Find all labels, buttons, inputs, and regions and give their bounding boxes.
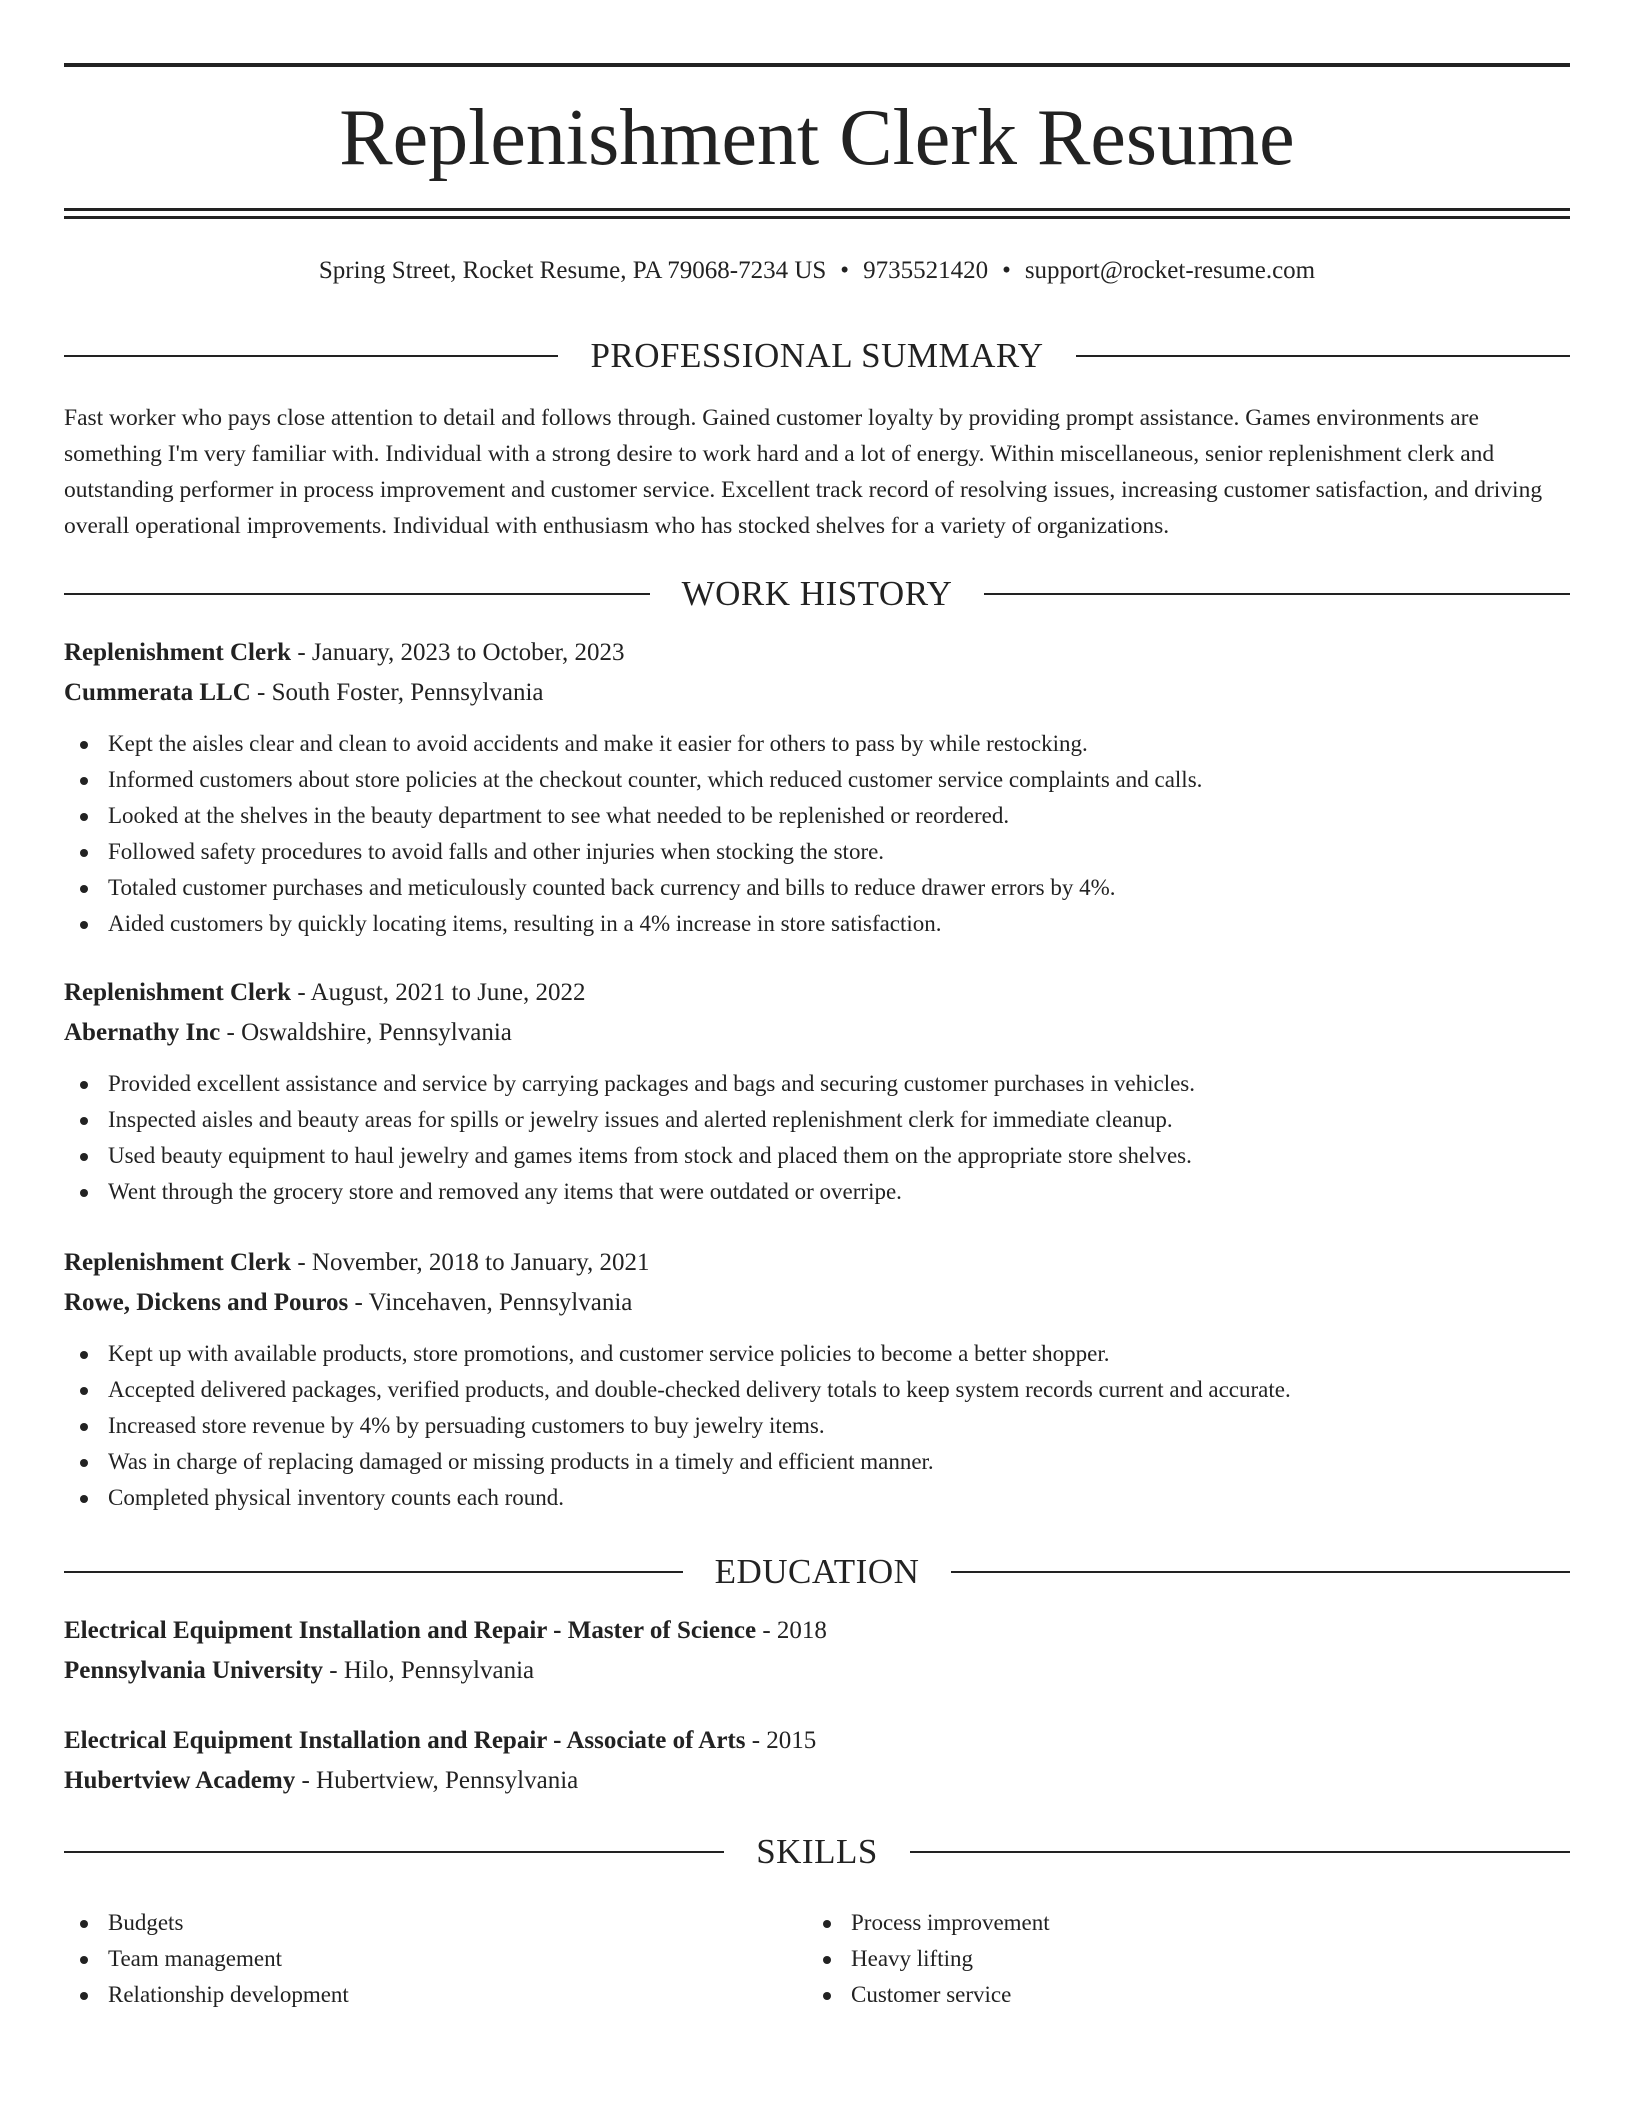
education-location: - Hubertview, Pennsylvania xyxy=(295,1767,579,1794)
section-rule-left xyxy=(64,1851,724,1853)
job-employer xyxy=(64,674,1570,712)
education-degree: Electrical Equipment Installation and Repair - Master of Science xyxy=(64,1617,757,1644)
job-dates: - November, 2018 to January, 2021 xyxy=(291,1249,650,1276)
contact-address: Spring Street, Rocket Resume, PA 79068-7234 US xyxy=(318,257,827,284)
education-degree: Electrical Equipment Installation and Repair - Associate of Arts xyxy=(64,1727,746,1754)
section-rule-right xyxy=(1076,355,1570,357)
job-bullets xyxy=(64,1336,1570,1516)
list-item: Completed physical inventory counts each round. xyxy=(64,1480,1570,1516)
job-title: Replenishment Clerk xyxy=(64,979,292,1006)
list-item: Was in charge of replacing damaged or missing products in a timely and efficient manner. xyxy=(64,1444,1570,1480)
education-location: - Hilo, Pennsylvania xyxy=(323,1657,535,1684)
section-header-skills xyxy=(64,1832,1570,1872)
section-header-summary xyxy=(64,336,1570,376)
contact-separator: • xyxy=(1002,257,1011,284)
list-item: Looked at the shelves in the beauty department to see what needed to be replenished or reordered. xyxy=(64,798,1570,834)
section-rule-right xyxy=(910,1851,1570,1853)
list-item: Increased store revenue by 4% by persuading customers to buy jewelry items. xyxy=(64,1408,1570,1444)
list-item: Budgets xyxy=(64,1905,807,1941)
section-header-education xyxy=(64,1552,1570,1592)
section-title: EDUCATION xyxy=(714,1552,920,1591)
list-item: Accepted delivered packages, verified products, and double-checked delivery totals to keep system records current and accurate. xyxy=(64,1372,1570,1408)
education-heading xyxy=(64,1612,1570,1650)
list-item: Kept up with available products, store promotions, and customer service policies to become a better shopper. xyxy=(64,1336,1570,1372)
job-heading xyxy=(64,974,1570,1012)
job-title: Replenishment Clerk xyxy=(64,1249,292,1276)
list-item: Process improvement xyxy=(807,1905,1550,1941)
job-heading xyxy=(64,1244,1570,1282)
section-rule-left xyxy=(64,1571,683,1573)
skills-column-left xyxy=(64,1905,807,2013)
section-header-work xyxy=(64,574,1570,614)
list-item: Kept the aisles clear and clean to avoid accidents and make it easier for others to pass by while restocking. xyxy=(64,726,1570,762)
job-company: Rowe, Dickens and Pouros xyxy=(64,1289,349,1316)
title-rule-upper xyxy=(64,208,1570,211)
list-item: Went through the grocery store and removed any items that were outdated or overripe. xyxy=(64,1174,1570,1210)
education-school: Pennsylvania University xyxy=(64,1657,324,1684)
skills-list xyxy=(64,1905,1570,2013)
contact-email: support@rocket-resume.com xyxy=(1024,257,1316,284)
education-school-line xyxy=(64,1762,1570,1800)
education-heading xyxy=(64,1722,1570,1760)
section-title: PROFESSIONAL SUMMARY xyxy=(590,336,1044,375)
resume-title: Replenishment Clerk Resume xyxy=(339,94,1295,182)
job-entry xyxy=(64,974,1570,1210)
list-item: Aided customers by quickly locating items, resulting in a 4% increase in store satisfaction. xyxy=(64,906,1570,942)
section-rule-right xyxy=(984,593,1570,595)
job-location: - Vincehaven, Pennsylvania xyxy=(348,1289,633,1316)
job-bullets xyxy=(64,726,1570,942)
top-rule xyxy=(64,63,1570,67)
education-entry xyxy=(64,1722,1570,1800)
job-employer xyxy=(64,1284,1570,1322)
job-location: - South Foster, Pennsylvania xyxy=(250,679,544,706)
contact-phone: 9735521420 xyxy=(863,257,989,284)
section-rule-right xyxy=(951,1571,1570,1573)
job-bullets xyxy=(64,1066,1570,1210)
summary-text: Fast worker who pays close attention to detail and follows through. Gained customer loyalty by providing prompt assistance. Games environments are something I'm very familiar with. Individual with a strong desire to work hard and a lot of energy. Within miscellaneous, senior replenishment clerk and outstanding performer in process improvement and customer service. Excellent track record of resolving issues, increasing customer satisfaction, and driving overall operational improvements. Individual with enthusiasm who has stocked shelves for a variety of organizations. xyxy=(64,405,1543,539)
section-title: SKILLS xyxy=(756,1832,878,1871)
job-company: Cummerata LLC xyxy=(64,679,251,706)
education-year: - 2018 xyxy=(756,1617,827,1644)
list-item: Informed customers about store policies at the checkout counter, which reduced customer service complaints and calls. xyxy=(64,762,1570,798)
job-company: Abernathy Inc xyxy=(64,1019,221,1046)
list-item: Team management xyxy=(64,1941,807,1977)
education-year: - 2015 xyxy=(745,1727,817,1754)
list-item: Followed safety procedures to avoid falls and other injuries when stocking the store. xyxy=(64,834,1570,870)
job-location: - Oswaldshire, Pennsylvania xyxy=(220,1019,512,1046)
list-item: Customer service xyxy=(807,1977,1550,2013)
list-item: Relationship development xyxy=(64,1977,807,2013)
job-dates: - August, 2021 to June, 2022 xyxy=(291,979,586,1006)
skills-column-right xyxy=(807,1905,1550,2013)
education-entry xyxy=(64,1612,1570,1690)
job-title: Replenishment Clerk xyxy=(64,639,292,666)
list-item: Heavy lifting xyxy=(807,1941,1550,1977)
contact-separator: • xyxy=(840,257,850,284)
list-item: Totaled customer purchases and meticulously counted back currency and bills to reduce drawer errors by 4%. xyxy=(64,870,1570,906)
section-rule-left xyxy=(64,593,650,595)
title-rule-lower xyxy=(64,216,1570,219)
list-item: Provided excellent assistance and service by carrying packages and bags and securing customer purchases in vehicles. xyxy=(64,1066,1570,1102)
education-school-line xyxy=(64,1652,1570,1690)
contact-line xyxy=(64,253,1570,289)
list-item: Inspected aisles and beauty areas for spills or jewelry issues and alerted replenishment clerk for immediate cleanup. xyxy=(64,1102,1570,1138)
job-heading xyxy=(64,634,1570,672)
job-entry xyxy=(64,1244,1570,1516)
job-dates: - January, 2023 to October, 2023 xyxy=(291,639,625,666)
section-rule-left xyxy=(64,355,558,357)
job-entry xyxy=(64,634,1570,942)
list-item: Used beauty equipment to haul jewelry and games items from stock and placed them on the appropriate store shelves. xyxy=(64,1138,1570,1174)
education-school: Hubertview Academy xyxy=(64,1767,296,1794)
section-title: WORK HISTORY xyxy=(681,574,953,613)
job-employer xyxy=(64,1014,1570,1052)
